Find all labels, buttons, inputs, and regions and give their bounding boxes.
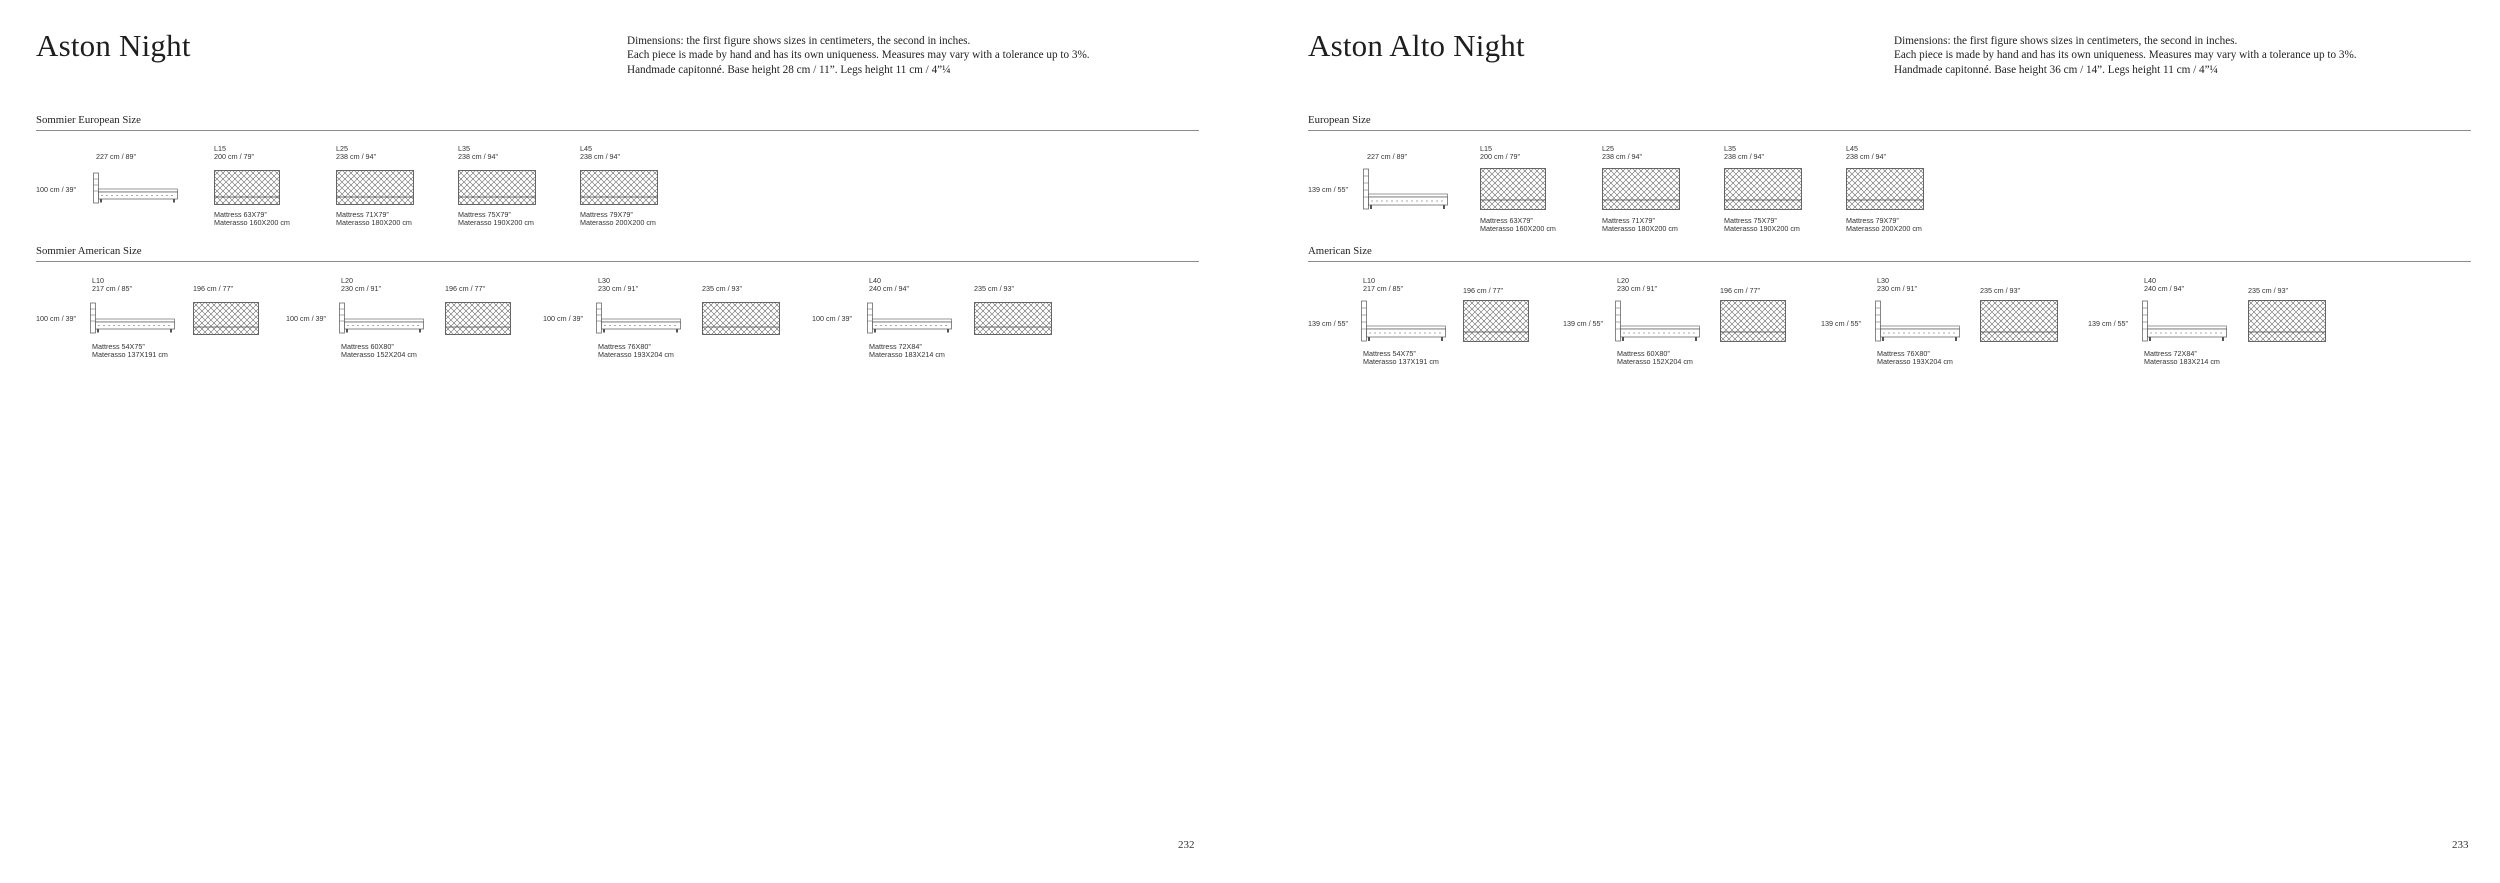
section-divider <box>1308 130 2471 131</box>
materasso-size: Materasso 137X191 cm <box>92 350 168 359</box>
materasso-size: Materasso 193X204 cm <box>598 350 674 359</box>
page-title: Aston Night <box>36 28 191 63</box>
section-title: European Size <box>1308 114 1371 126</box>
mattress-size: Mattress 54X75” <box>1363 349 1416 358</box>
intro-text <box>1894 34 2454 77</box>
bed-top-view-icon <box>580 170 658 205</box>
materasso-size: Materasso 200X200 cm <box>580 218 656 227</box>
bed-top-view-icon <box>1846 168 1924 210</box>
bed-side-view-icon <box>1615 300 1701 342</box>
mattress-size: Mattress 75X79” <box>1724 216 1777 225</box>
section-title: American Size <box>1308 245 1372 257</box>
materasso-size: Materasso 152X204 cm <box>341 350 417 359</box>
intro-text <box>627 34 1187 77</box>
mattress-size: Mattress 60X80” <box>1617 349 1670 358</box>
bed-top-view-icon <box>1480 168 1546 210</box>
model-length: 217 cm / 85” <box>92 284 132 293</box>
model-length: 200 cm / 79” <box>214 152 254 161</box>
materasso-size: Materasso 200X200 cm <box>1846 224 1922 233</box>
mattress-size: Mattress 76X80” <box>598 342 651 351</box>
bed-top-view-icon <box>193 302 259 335</box>
height-label: 139 cm / 55” <box>1308 319 1348 328</box>
bed-top-view-icon <box>1720 300 1786 342</box>
intro-line: Handmade capitonné. Base height 28 cm / 11”. Legs height 11 cm / 4”¼ <box>627 63 951 76</box>
materasso-size: Materasso 183X214 cm <box>869 350 945 359</box>
side-width-label: 227 cm / 89” <box>96 152 136 161</box>
bed-top-view-icon <box>336 170 414 205</box>
intro-line: Handmade capitonné. Base height 36 cm / 14”. Legs height 11 cm / 4”¼ <box>1894 63 2218 76</box>
bed-top-view-icon <box>458 170 536 205</box>
top-width-label: 196 cm / 77” <box>445 284 485 293</box>
mattress-size: Mattress 72X84” <box>2144 349 2197 358</box>
mattress-size: Mattress 71X79” <box>336 210 389 219</box>
mattress-size: Mattress 63X79” <box>214 210 267 219</box>
bed-side-view-icon <box>339 302 425 334</box>
materasso-size: Materasso 180X200 cm <box>1602 224 1678 233</box>
height-label: 100 cm / 39” <box>36 314 76 323</box>
top-width-label: 196 cm / 77” <box>1720 286 1760 295</box>
mattress-size: Mattress 76X80” <box>1877 349 1930 358</box>
height-label: 139 cm / 55” <box>1563 319 1603 328</box>
mattress-size: Mattress 71X79” <box>1602 216 1655 225</box>
section-divider <box>1308 261 2471 262</box>
mattress-size: Mattress 79X79” <box>1846 216 1899 225</box>
height-label: 100 cm / 39” <box>286 314 326 323</box>
model-code: L20 <box>1617 276 1629 285</box>
model-code: L30 <box>598 276 610 285</box>
bed-top-view-icon <box>1602 168 1680 210</box>
section-title: Sommier American Size <box>36 245 142 257</box>
page-number: 232 <box>1178 839 1195 851</box>
bed-side-view-icon <box>2142 300 2228 342</box>
bed-top-view-icon <box>214 170 280 205</box>
model-code: L15 <box>214 144 226 153</box>
model-length: 230 cm / 91” <box>341 284 381 293</box>
bed-top-view-icon <box>1724 168 1802 210</box>
model-length: 230 cm / 91” <box>598 284 638 293</box>
bed-side-view-icon <box>1363 168 1451 210</box>
side-height-label: 139 cm / 55” <box>1308 185 1348 194</box>
top-width-label: 235 cm / 93” <box>2248 286 2288 295</box>
section-header-european <box>1308 114 2471 131</box>
model-code: L35 <box>458 144 470 153</box>
materasso-size: Materasso 190X200 cm <box>458 218 534 227</box>
height-label: 100 cm / 39” <box>812 314 852 323</box>
model-code: L10 <box>1363 276 1375 285</box>
mattress-size: Mattress 72X84” <box>869 342 922 351</box>
model-code: L45 <box>580 144 592 153</box>
intro-line: Each piece is made by hand and has its own uniqueness. Measures may vary with a tolerance up to 3%. <box>1894 49 2357 62</box>
model-length: 238 cm / 94” <box>1846 152 1886 161</box>
model-length: 240 cm / 94” <box>2144 284 2184 293</box>
model-code: L25 <box>336 144 348 153</box>
materasso-size: Materasso 137X191 cm <box>1363 357 1439 366</box>
mattress-size: Mattress 54X75” <box>92 342 145 351</box>
materasso-size: Materasso 160X200 cm <box>214 218 290 227</box>
bed-top-view-icon <box>1980 300 2058 342</box>
intro-line: Dimensions: the first figure shows sizes in centimeters, the second in inches. <box>1894 35 2238 47</box>
model-code: L20 <box>341 276 353 285</box>
model-code: L30 <box>1877 276 1889 285</box>
section-divider <box>36 261 1199 262</box>
height-label: 139 cm / 55” <box>2088 319 2128 328</box>
section-title: Sommier European Size <box>36 114 141 126</box>
bed-top-view-icon <box>2248 300 2326 342</box>
height-label: 139 cm / 55” <box>1821 319 1861 328</box>
top-width-label: 196 cm / 77” <box>193 284 233 293</box>
section-header-european <box>36 114 1199 131</box>
bed-side-view-icon <box>93 172 181 204</box>
materasso-size: Materasso 152X204 cm <box>1617 357 1693 366</box>
model-code: L15 <box>1480 144 1492 153</box>
side-height-label: 100 cm / 39” <box>36 185 76 194</box>
model-length: 240 cm / 94” <box>869 284 909 293</box>
section-divider <box>36 130 1199 131</box>
side-width-label: 227 cm / 89” <box>1367 152 1407 161</box>
materasso-size: Materasso 160X200 cm <box>1480 224 1556 233</box>
bed-side-view-icon <box>1875 300 1961 342</box>
section-header-american <box>36 245 1199 262</box>
model-code: L40 <box>2144 276 2156 285</box>
bed-side-view-icon <box>596 302 682 334</box>
page-number: 233 <box>2452 839 2469 851</box>
model-code: L35 <box>1724 144 1736 153</box>
top-width-label: 235 cm / 93” <box>974 284 1014 293</box>
bed-top-view-icon <box>445 302 511 335</box>
model-code: L10 <box>92 276 104 285</box>
materasso-size: Materasso 193X204 cm <box>1877 357 1953 366</box>
model-length: 217 cm / 85” <box>1363 284 1403 293</box>
model-length: 230 cm / 91” <box>1877 284 1917 293</box>
model-length: 238 cm / 94” <box>458 152 498 161</box>
mattress-size: Mattress 75X79” <box>458 210 511 219</box>
bed-top-view-icon <box>974 302 1052 335</box>
bed-side-view-icon <box>1361 300 1445 342</box>
page-aston-alto-night <box>1273 0 2500 883</box>
height-label: 100 cm / 39” <box>543 314 583 323</box>
intro-line: Each piece is made by hand and has its own uniqueness. Measures may vary with a tolerance up to 3%. <box>627 49 1090 62</box>
intro-line: Dimensions: the first figure shows sizes in centimeters, the second in inches. <box>627 35 971 47</box>
materasso-size: Materasso 183X214 cm <box>2144 357 2220 366</box>
model-length: 238 cm / 94” <box>1724 152 1764 161</box>
section-header-american <box>1308 245 2471 262</box>
top-width-label: 196 cm / 77” <box>1463 286 1503 295</box>
model-length: 230 cm / 91” <box>1617 284 1657 293</box>
bed-side-view-icon <box>90 302 174 334</box>
model-length: 238 cm / 94” <box>580 152 620 161</box>
mattress-size: Mattress 60X80” <box>341 342 394 351</box>
model-length: 200 cm / 79” <box>1480 152 1520 161</box>
model-code: L45 <box>1846 144 1858 153</box>
bed-side-view-icon <box>867 302 953 334</box>
materasso-size: Materasso 180X200 cm <box>336 218 412 227</box>
model-length: 238 cm / 94” <box>1602 152 1642 161</box>
mattress-size: Mattress 79X79” <box>580 210 633 219</box>
materasso-size: Materasso 190X200 cm <box>1724 224 1800 233</box>
model-code: L40 <box>869 276 881 285</box>
mattress-size: Mattress 63X79” <box>1480 216 1533 225</box>
top-width-label: 235 cm / 93” <box>1980 286 2020 295</box>
bed-top-view-icon <box>1463 300 1529 342</box>
page-title: Aston Alto Night <box>1308 28 1525 63</box>
model-code: L25 <box>1602 144 1614 153</box>
model-length: 238 cm / 94” <box>336 152 376 161</box>
bed-top-view-icon <box>702 302 780 335</box>
top-width-label: 235 cm / 93” <box>702 284 742 293</box>
